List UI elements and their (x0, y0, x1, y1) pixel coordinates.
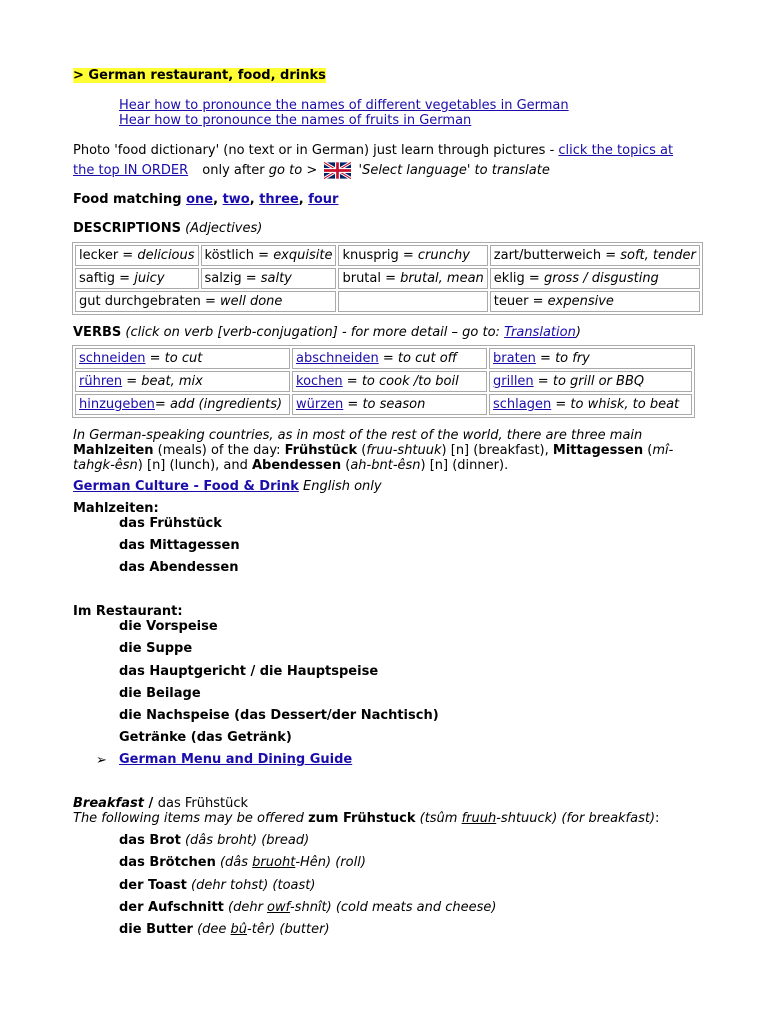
verb-link-hinzugeben[interactable]: hinzugeben (79, 397, 155, 412)
list-item: der Aufschnitt (dehr owf-shnît) (cold meats and cheese) (119, 900, 497, 915)
table-row (75, 371, 692, 392)
verb-link-schlagen[interactable]: schlagen (493, 397, 552, 412)
photo-dictionary-line (73, 143, 673, 158)
table-cell: schlagen = to whisk, to beat (489, 394, 692, 415)
vegetables-pronunciation-link[interactable]: Hear how to pronounce the names of different vegetables in German (119, 98, 569, 113)
list-item: das Frühstück (119, 516, 222, 531)
select-language-text: 'Select language' to translate (358, 163, 550, 178)
list-item: die Suppe (119, 641, 193, 656)
separator: , (249, 192, 260, 207)
list-item: das Abendessen (119, 560, 239, 575)
verbs-subtitle: (click on verb [verb-conjugation] - for more detail – go to: (125, 325, 505, 340)
adjectives-table (72, 242, 703, 315)
meals-intro-line-2: Mahlzeiten (meals) of the day: Frühstück (fruu-shtuuk) [n] (breakfast), Mittagessen (mî- (73, 443, 674, 458)
descriptions-subtitle: (Adjectives) (185, 221, 263, 236)
food-matching-label: Food matching (73, 192, 187, 207)
table-row (75, 394, 692, 415)
photo-dictionary-text: Photo 'food dictionary' (no text or in German) just learn through pictures - (73, 143, 559, 158)
descriptions-heading (73, 221, 262, 236)
descriptions-title: DESCRIPTIONS (73, 221, 181, 236)
matching-one-link[interactable]: one (186, 192, 214, 207)
verb-link-wuerzen[interactable]: würzen (296, 397, 344, 412)
verbs-heading: VERBS (click on verb [verb-conjugation] - for more detail – go to: Translation) (73, 325, 581, 340)
separator: , (213, 192, 223, 207)
only-after-text: only after (202, 163, 269, 178)
mahlzeiten-title: Mahlzeiten: (73, 501, 159, 516)
table-cell: köstlich = exquisite (201, 245, 337, 266)
top-in-order-link[interactable]: the top IN ORDER (73, 163, 189, 178)
list-item: das Hauptgericht / die Hauptspeise (119, 664, 379, 679)
table-row (75, 245, 700, 266)
list-item: das Brötchen (dâs bruoht-Hên) (roll) (119, 855, 366, 870)
breakfast-title: Breakfast / das Frühstück (73, 796, 249, 811)
table-cell: hinzugeben= add (ingredients) (75, 394, 290, 415)
table-cell: braten = to fry (489, 348, 692, 369)
list-item: die Vorspeise (119, 619, 218, 634)
table-cell: grillen = to grill or BBQ (489, 371, 692, 392)
table-cell: kochen = to cook /to boil (292, 371, 487, 392)
table-cell: brutal = brutal, mean (338, 268, 487, 289)
meals-intro-line-3: tahgk-êsn) [n] (lunch), and Abendessen (ah-bnt-êsn) [n] (dinner). (73, 458, 509, 473)
arrow-bullet-icon: ➢ (96, 753, 107, 768)
verb-link-grillen[interactable]: grillen (493, 374, 534, 389)
table-cell: rühren = beat, mix (75, 371, 290, 392)
translation-link[interactable]: Translation (504, 325, 576, 340)
table-cell: zart/butterweich = soft, tender (490, 245, 700, 266)
matching-three-link[interactable]: three (259, 192, 299, 207)
verb-link-kochen[interactable]: kochen (296, 374, 343, 389)
verb-link-schneiden[interactable]: schneiden (79, 351, 146, 366)
breakfast-intro: The following items may be offered zum Frühstuck (tsûm fruuh-shtuuck) (for breakfast): (73, 811, 660, 826)
verbs-title: VERBS (73, 325, 122, 340)
table-cell: gut durchgebraten = well done (75, 291, 336, 312)
culture-line (73, 479, 382, 494)
menu-dining-guide-link[interactable]: German Menu and Dining Guide (119, 752, 353, 767)
page-heading: > German restaurant, food, drinks (73, 68, 326, 83)
table-row (75, 268, 700, 289)
fruits-pronunciation-link[interactable]: Hear how to pronounce the names of fruits in German (119, 113, 472, 128)
verb-link-braten[interactable]: braten (493, 351, 536, 366)
list-item: die Nachspeise (das Dessert/der Nachtisch) (119, 708, 439, 723)
food-matching-line (73, 192, 338, 207)
meals-intro-line-1: In German-speaking countries, as in most of the rest of the world, there are three main (73, 428, 643, 443)
list-item: die Beilage (119, 686, 201, 701)
list-item: das Mittagessen (119, 538, 240, 553)
table-cell: saftig = juicy (75, 268, 199, 289)
list-item: Getränke (das Getränk) (119, 730, 292, 745)
table-cell: abschneiden = to cut off (292, 348, 487, 369)
matching-four-link[interactable]: four (308, 192, 339, 207)
table-cell: teuer = expensive (490, 291, 700, 312)
list-item: das Brot (dâs broht) (bread) (119, 833, 310, 848)
german-culture-food-drink-link[interactable]: German Culture - Food & Drink (73, 479, 299, 494)
english-only-note: English only (303, 479, 382, 494)
photo-dictionary-line-2 (73, 162, 550, 179)
click-topics-link[interactable]: click the topics at (558, 143, 674, 158)
matching-two-link[interactable]: two (222, 192, 250, 207)
list-item: die Butter (dee bû-têr) (butter) (119, 922, 330, 937)
table-row (75, 291, 700, 312)
restaurant-title: Im Restaurant: (73, 604, 183, 619)
table-cell: würzen = to season (292, 394, 487, 415)
table-cell: eklig = gross / disgusting (490, 268, 700, 289)
table-cell: lecker = delicious (75, 245, 199, 266)
separator: , (298, 192, 309, 207)
table-cell: schneiden = to cut (75, 348, 290, 369)
table-cell-empty (338, 291, 487, 312)
uk-flag-icon[interactable] (324, 162, 351, 179)
list-item: der Toast (dehr tohst) (toast) (119, 878, 316, 893)
verbs-table (72, 345, 695, 418)
verb-link-ruehren[interactable]: rühren (79, 374, 123, 389)
table-row (75, 348, 692, 369)
table-cell: knusprig = crunchy (338, 245, 487, 266)
verb-link-abschneiden[interactable]: abschneiden (296, 351, 379, 366)
go-to-text: go to > (268, 163, 318, 178)
table-cell: salzig = salty (201, 268, 337, 289)
